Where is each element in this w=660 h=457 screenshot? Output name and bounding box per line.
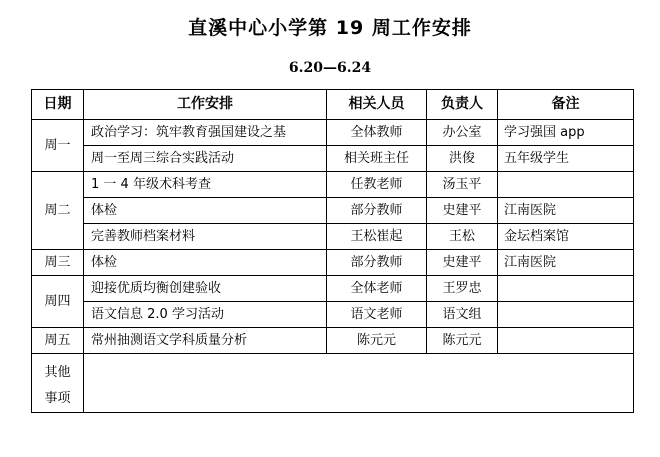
table-row: [32, 146, 634, 172]
task-cell: 语文信息 2.0 学习活动: [84, 302, 327, 328]
header-row: [32, 90, 634, 120]
note-cell: 金坛档案馆: [498, 224, 634, 250]
table-row: [32, 276, 634, 302]
schedule-table: [31, 89, 634, 413]
people-cell: 语文老师: [327, 302, 427, 328]
note-cell: [498, 328, 634, 354]
task-cell: 1 一 4 年级术科考查: [84, 172, 327, 198]
other-matters-row: [32, 354, 634, 413]
task-cell: 常州抽测语文学科质量分析: [84, 328, 327, 354]
task-cell: 周一至周三综合实践活动: [84, 146, 327, 172]
table-row: [32, 198, 634, 224]
day-label-fri: 周五: [32, 328, 84, 354]
people-cell: 部分教师: [327, 250, 427, 276]
col-header-note: 备注: [498, 90, 634, 120]
other-label-line1: 其他: [44, 365, 71, 380]
task-cell: 体检: [84, 250, 327, 276]
task-cell: 完善教师档案材料: [84, 224, 327, 250]
note-cell: [498, 172, 634, 198]
owner-cell: 史建平: [427, 198, 498, 224]
owner-cell: 语文组: [427, 302, 498, 328]
day-label-thu: 周四: [32, 276, 84, 328]
table-row: [32, 172, 634, 198]
table-row: [32, 120, 634, 146]
table-row: [32, 250, 634, 276]
col-header-people: 相关人员: [327, 90, 427, 120]
owner-cell: 汤玉平: [427, 172, 498, 198]
people-cell: 陈元元: [327, 328, 427, 354]
note-cell: [498, 302, 634, 328]
people-cell: 全体老师: [327, 276, 427, 302]
day-label-mon: 周一: [32, 120, 84, 172]
day-label-tue: 周二: [32, 172, 84, 250]
note-cell: 江南医院: [498, 198, 634, 224]
note-cell: 五年级学生: [498, 146, 634, 172]
col-header-day: 日期: [32, 90, 84, 120]
other-matters-content: [84, 354, 634, 413]
people-cell: 王松崔起: [327, 224, 427, 250]
owner-cell: 办公室: [427, 120, 498, 146]
table-row: [32, 224, 634, 250]
people-cell: 任教老师: [327, 172, 427, 198]
note-cell: 江南医院: [498, 250, 634, 276]
other-label-line2: 事项: [44, 391, 71, 406]
owner-cell: 王松: [427, 224, 498, 250]
table-row: [32, 302, 634, 328]
note-cell: 学习强国 app: [498, 120, 634, 146]
owner-cell: 陈元元: [427, 328, 498, 354]
owner-cell: 王罗忠: [427, 276, 498, 302]
people-cell: 部分教师: [327, 198, 427, 224]
day-label-wed: 周三: [32, 250, 84, 276]
col-header-owner: 负责人: [427, 90, 498, 120]
task-cell: 迎接优质均衡创建验收: [84, 276, 327, 302]
col-header-task: 工作安排: [84, 90, 327, 120]
task-cell: 政治学习：筑牢教育强国建设之基: [84, 120, 327, 146]
note-cell: [498, 276, 634, 302]
page-title: 直溪中心小学第 19 周工作安排: [188, 17, 472, 39]
date-range: 6.20—6.24: [288, 60, 372, 76]
owner-cell: 洪俊: [427, 146, 498, 172]
table-row: [32, 328, 634, 354]
other-matters-label: [32, 354, 84, 413]
owner-cell: 史建平: [427, 250, 498, 276]
people-cell: 相关班主任: [327, 146, 427, 172]
task-cell: 体检: [84, 198, 327, 224]
people-cell: 全体教师: [327, 120, 427, 146]
